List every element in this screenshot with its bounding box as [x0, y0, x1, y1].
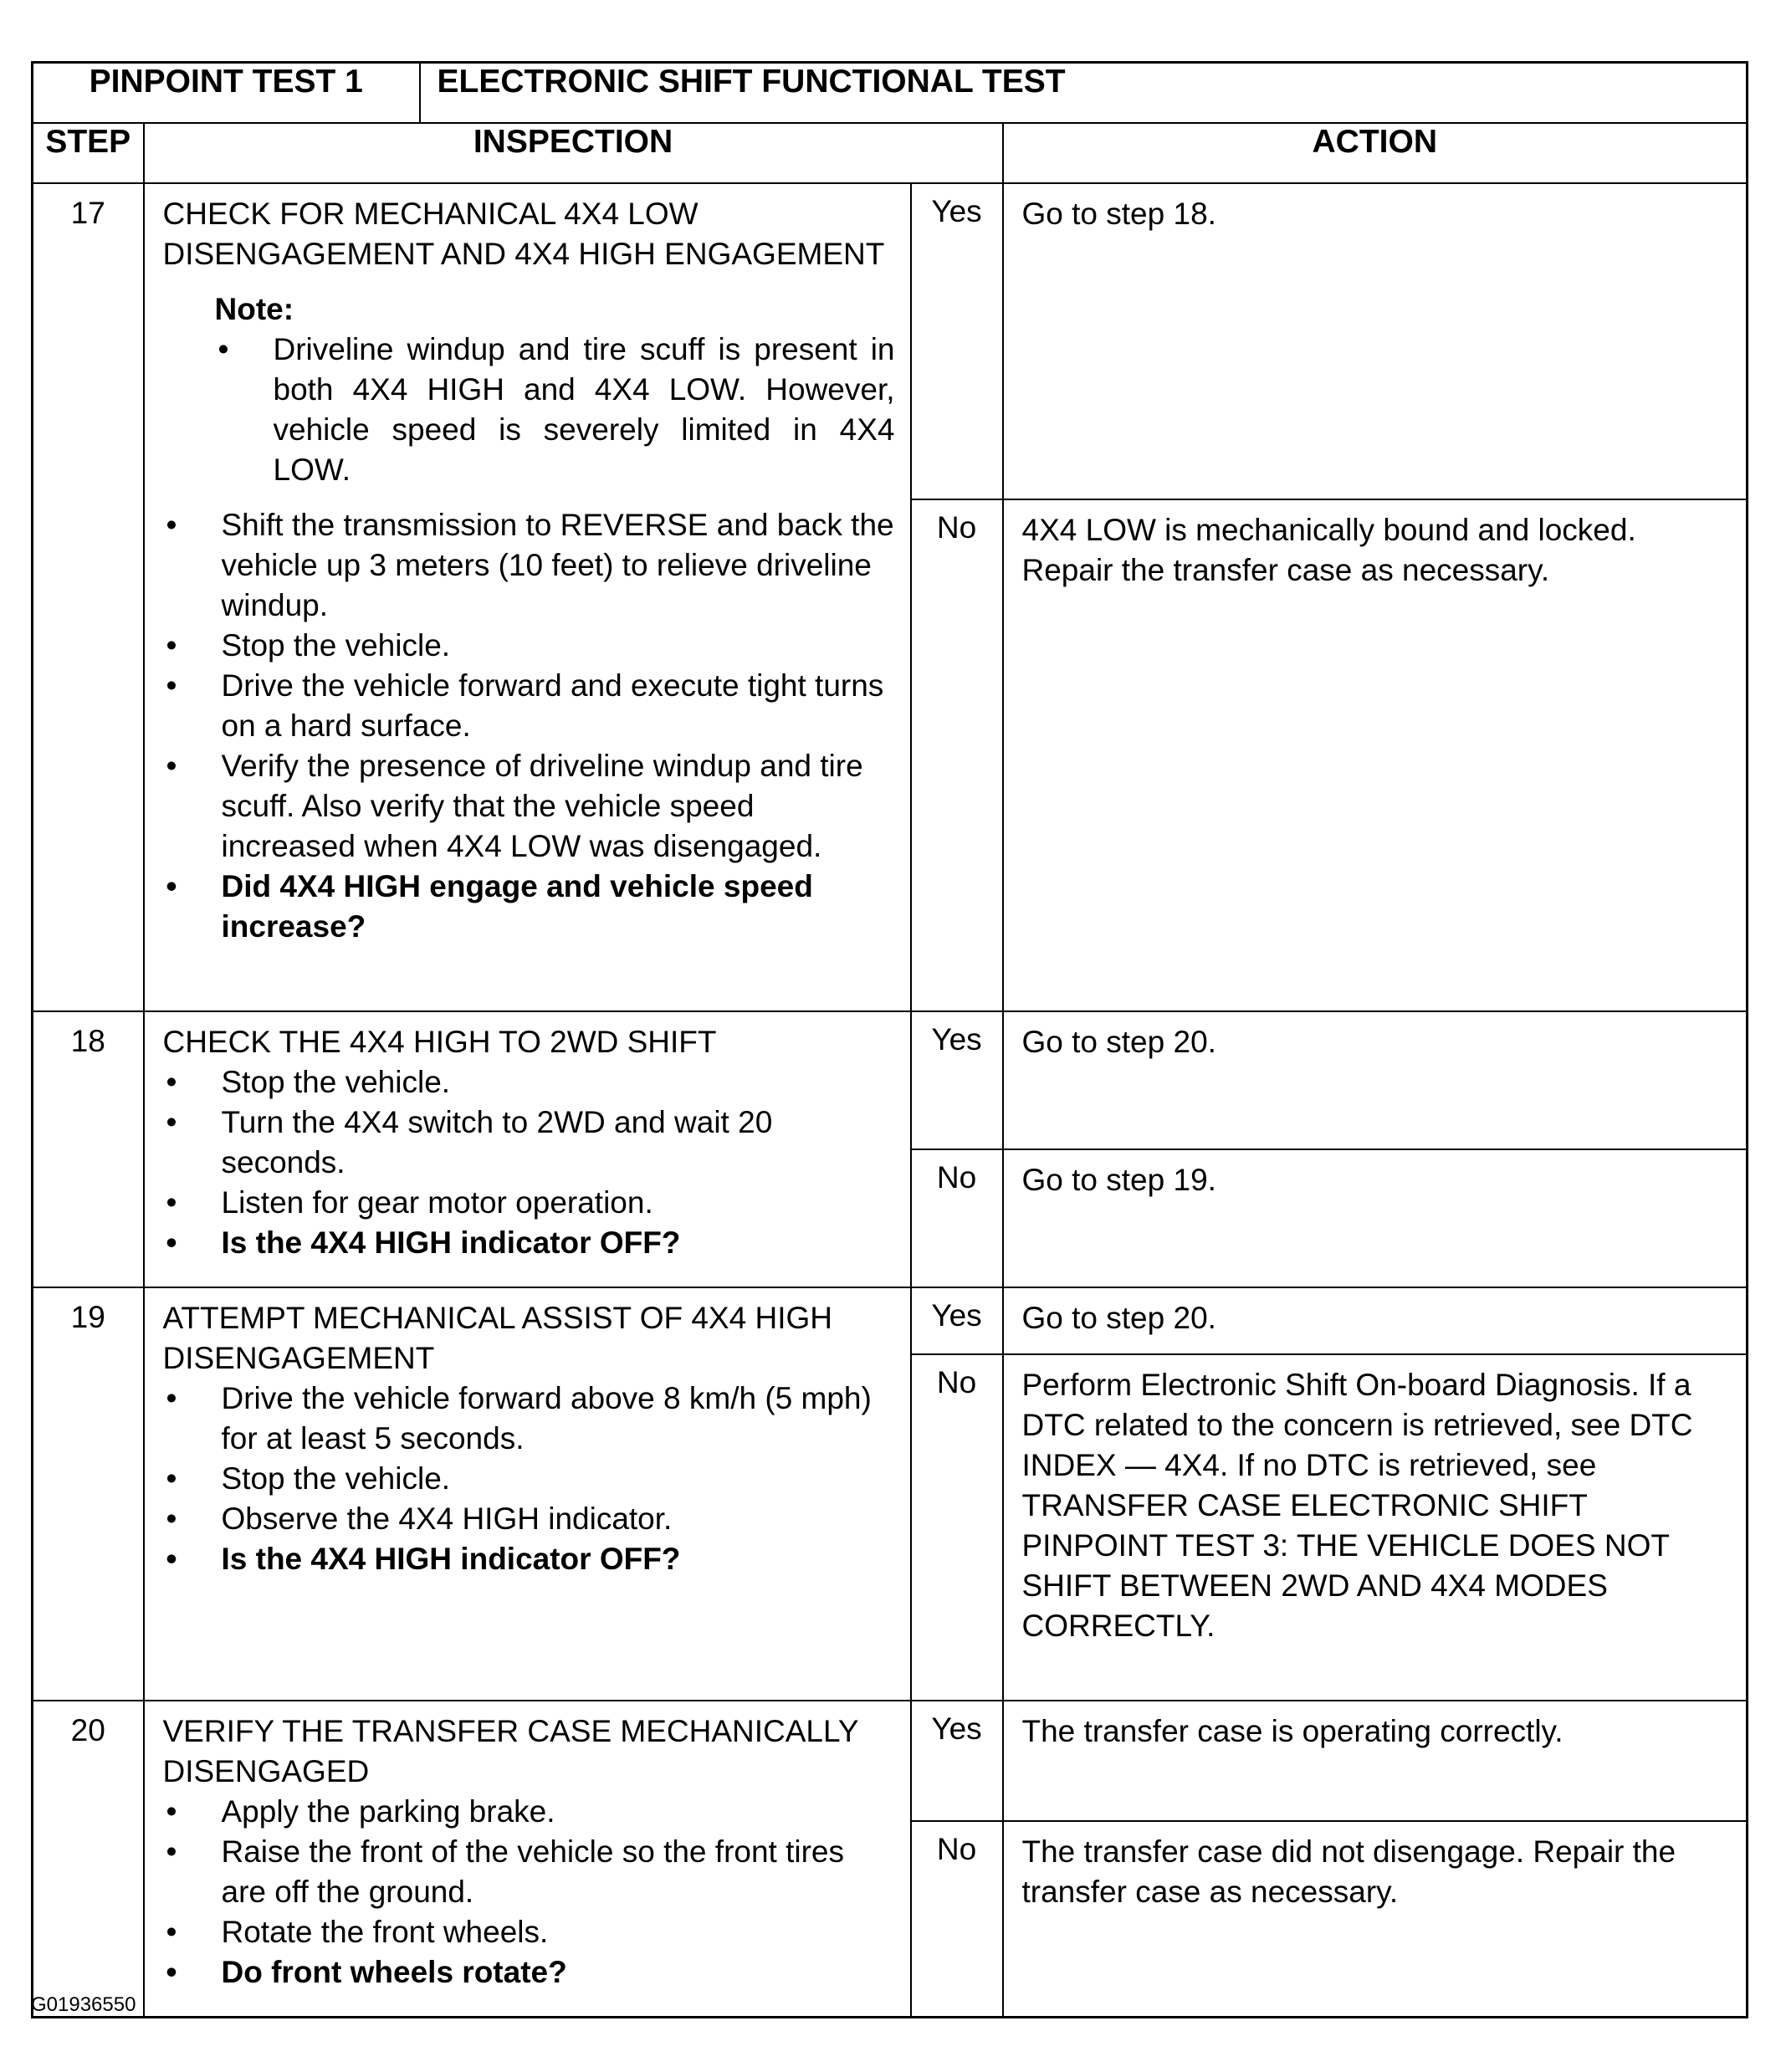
column-header-row — [33, 123, 1748, 183]
bullet-item: • Drive the vehicle forward above 8 km/h (5 mph) for at least 5 seconds. — [163, 1379, 895, 1459]
step-inspection — [144, 1011, 911, 1287]
step-bullets — [163, 1792, 895, 1993]
bullet-item: • Apply the parking brake. — [163, 1792, 895, 1832]
action-column-header: ACTION — [1003, 123, 1748, 183]
step-inspection — [144, 1701, 911, 2018]
no-action: The transfer case did not disengage. Repair the transfer case as necessary. — [1003, 1821, 1748, 2017]
step-row-19-yes — [33, 1287, 1748, 1354]
step-number: 20 — [33, 1701, 144, 2018]
step-heading: VERIFY THE TRANSFER CASE MECHANICALLY DISENGAGED — [162, 1714, 858, 1788]
table-title-row — [33, 63, 1748, 124]
step-question: • Do front wheels rotate? — [163, 1952, 895, 1993]
yes-action: The transfer case is operating correctly. — [1003, 1701, 1748, 1821]
step-inspection — [144, 1287, 911, 1701]
inspection-column-header: INSPECTION — [144, 123, 1003, 183]
step-question: • Did 4X4 HIGH engage and vehicle speed increase? — [163, 867, 895, 947]
note-item: • Driveline windup and tire scuff is present in both 4X4 HIGH and 4X4 LOW. However, vehicle speed is severely limited in 4X4 LOW. — [215, 330, 895, 490]
test-title: ELECTRONIC SHIFT FUNCTIONAL TEST — [420, 63, 1748, 124]
step-heading: CHECK THE 4X4 HIGH TO 2WD SHIFT — [162, 1025, 717, 1059]
no-label: No — [911, 499, 1003, 1011]
bullet-item: • Rotate the front wheels. — [163, 1912, 895, 1952]
note-list — [215, 330, 895, 490]
no-label: No — [911, 1821, 1003, 2017]
step-bullets — [163, 1379, 895, 1579]
step-row-20-yes — [33, 1701, 1748, 1821]
yes-action: Go to step 20. — [1003, 1287, 1748, 1354]
step-heading: CHECK FOR MECHANICAL 4X4 LOW DISENGAGEMENT AND 4X4 HIGH ENGAGEMENT — [162, 197, 885, 271]
bullet-item: • Stop the vehicle. — [163, 626, 895, 666]
yes-label: Yes — [911, 183, 1003, 499]
no-label: No — [911, 1149, 1003, 1287]
no-action: Perform Electronic Shift On-board Diagnosis. If a DTC related to the concern is retrieved, see DTC INDEX — 4X4. If no DTC is retrieved, see TRANSFER CASE ELECTRONIC SHIFT PINPOINT TEST 3: THE VEHICLE DOES NOT SHIFT BETWEEN 2WD AND 4X4 MODES CORRECTLY. — [1003, 1354, 1748, 1701]
no-action: 4X4 LOW is mechanically bound and locked. Repair the transfer case as necessary. — [1003, 499, 1748, 1011]
bullet-item: • Raise the front of the vehicle so the front tires are off the ground. — [163, 1832, 895, 1912]
yes-label: Yes — [911, 1287, 1003, 1354]
bullet-item: • Shift the transmission to REVERSE and back the vehicle up 3 meters (10 feet) to relieve driveline windup. — [163, 505, 895, 626]
step-question: • Is the 4X4 HIGH indicator OFF? — [163, 1539, 895, 1579]
step-bullets — [163, 505, 895, 947]
no-label: No — [911, 1354, 1003, 1701]
bullet-item: • Observe the 4X4 HIGH indicator. — [163, 1499, 895, 1539]
step-number: 17 — [33, 183, 144, 1011]
bullet-item: • Stop the vehicle. — [163, 1062, 895, 1103]
step-number: 19 — [33, 1287, 144, 1701]
bullet-item: • Listen for gear motor operation. — [163, 1183, 895, 1223]
figure-id: G01936550 — [31, 1993, 136, 2016]
yes-label: Yes — [911, 1701, 1003, 1821]
step-question: • Is the 4X4 HIGH indicator OFF? — [163, 1223, 895, 1263]
bullet-item: • Verify the presence of driveline windup and tire scuff. Also verify that the vehicle speed increased when 4X4 LOW was disengaged. — [163, 746, 895, 867]
bullet-item: • Drive the vehicle forward and execute tight turns on a hard surface. — [163, 666, 895, 746]
step-bullets — [163, 1062, 895, 1263]
pinpoint-test-table — [31, 61, 1748, 2018]
yes-action: Go to step 20. — [1003, 1011, 1748, 1149]
step-inspection — [144, 183, 911, 1011]
bullet-item: • Stop the vehicle. — [163, 1459, 895, 1499]
step-row-18-yes — [33, 1011, 1748, 1149]
test-label: PINPOINT TEST 1 — [33, 63, 420, 124]
step-heading: ATTEMPT MECHANICAL ASSIST OF 4X4 HIGH DISENGAGEMENT — [162, 1301, 832, 1375]
bullet-item: • Turn the 4X4 switch to 2WD and wait 20 seconds. — [163, 1103, 895, 1183]
step-row-17-yes — [33, 183, 1748, 499]
step-number: 18 — [33, 1011, 144, 1287]
no-action: Go to step 19. — [1003, 1149, 1748, 1287]
note-label: Note: — [214, 292, 294, 326]
yes-action: Go to step 18. — [1003, 183, 1748, 499]
yes-label: Yes — [911, 1011, 1003, 1149]
step-column-header: STEP — [33, 123, 144, 183]
